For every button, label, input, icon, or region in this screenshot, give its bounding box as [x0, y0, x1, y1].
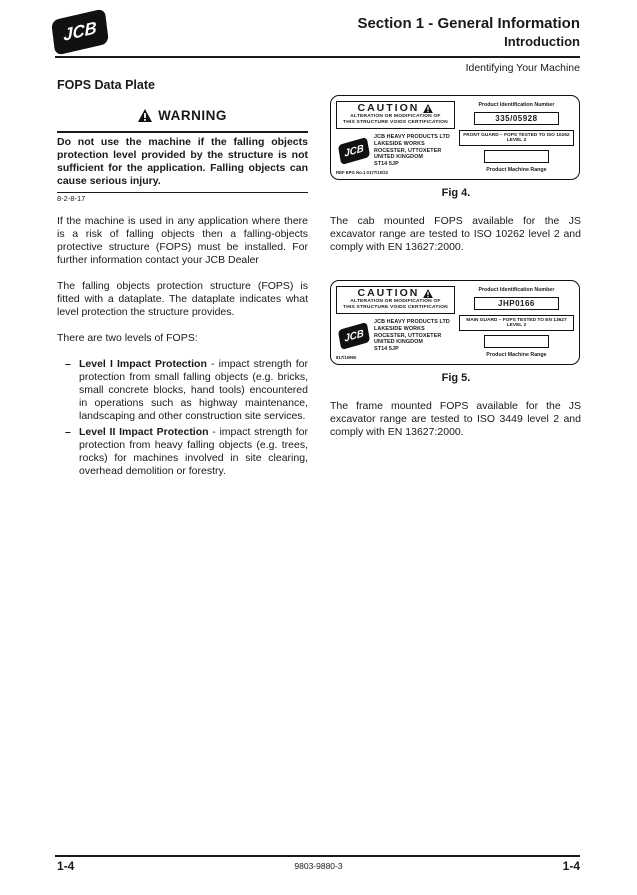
document-number: 9803-9880-3	[294, 861, 343, 871]
jcb-plate-logo	[338, 322, 370, 350]
list-item	[65, 358, 308, 423]
right-column	[330, 95, 582, 465]
company-line: UNITED KINGDOM	[374, 154, 424, 161]
company-line: JCB HEAVY PRODUCTS LTD	[374, 319, 450, 326]
company-line: LAKESIDE WORKS	[374, 325, 425, 332]
caution-box	[336, 286, 455, 314]
pin-label: Product Identification Number	[478, 287, 555, 293]
figure-description: The cab mounted FOPS available for the JS excavator range are tested to ISO 10262 level 2 and comply with EN 13627:2000.	[330, 215, 581, 253]
paragraph: There are two levels of FOPS:	[57, 332, 198, 344]
bullet-term: Level I Impact Protection	[79, 358, 207, 370]
bullet-dash: –	[65, 426, 71, 438]
plate-company-block	[336, 132, 455, 170]
header-titles	[357, 14, 580, 50]
fops-data-plate-fig4	[330, 95, 580, 180]
caution-header	[339, 288, 452, 299]
company-address	[374, 134, 450, 167]
company-line: ROCESTER, UTTOXETER	[374, 147, 442, 154]
caution-triangle-icon	[423, 289, 433, 298]
company-line: ST14 5JP	[374, 160, 399, 167]
plate-right-section	[458, 286, 575, 360]
warning-triangle-icon	[138, 109, 152, 122]
figure-caption: Fig 5.	[441, 372, 471, 384]
jcb-plate-logo	[338, 137, 370, 165]
caution-box	[336, 101, 455, 129]
company-line: UNITED KINGDOM	[374, 339, 424, 346]
caution-line2: THIS STRUCTURE VOIDS CERTIFICATION	[343, 304, 448, 310]
page-number-right: 1-4	[562, 859, 580, 873]
caution-line1: ALTERATION OR MODIFICATION OF	[350, 299, 441, 304]
fops-data-plate-fig5	[330, 280, 580, 365]
warning-label: WARNING	[158, 108, 227, 123]
company-line: ROCESTER, UTTOXETER	[374, 332, 442, 339]
company-line: LAKESIDE WORKS	[374, 140, 425, 147]
machine-range-label: Product Machine Range	[486, 167, 547, 173]
warning-box	[57, 131, 308, 193]
warning-code: 8-2-8-17	[57, 194, 86, 203]
left-column	[57, 78, 308, 481]
company-address	[374, 319, 450, 352]
company-line: JCB HEAVY PRODUCTS LTD	[374, 134, 450, 141]
company-line: ST14 5JP	[374, 345, 399, 352]
section-subtitle: Introduction	[504, 34, 580, 49]
header-rule	[55, 56, 580, 58]
fops-test-banner: MAIN GUARD – FOPS TESTED TO EN 13627 LEVEL 2	[459, 315, 574, 331]
bullet-text: - impact strength for protection from small falling objects (e.g. bricks, small concrete blocks, hand tools) encountered in operations such as highway maintenance, landscaping and other construction site services.	[79, 358, 308, 422]
fops-levels-list	[65, 358, 308, 478]
bullet-dash: –	[65, 358, 71, 370]
plate-ref-number: 817/10990	[336, 355, 357, 360]
plate-right-section	[458, 101, 575, 175]
caution-header	[339, 103, 452, 114]
figure-description: The frame mounted FOPS available for the JS excavator range are tested to ISO 3449 level 2 and comply with EN 13627:2000.	[330, 400, 581, 438]
paragraph: The falling objects protection structure (FOPS) is fitted with a dataplate. The dataplate indicates what level protection the structure provides.	[57, 280, 308, 318]
caution-label: CAUTION	[357, 102, 420, 114]
jcb-plate-logo-text: JCB	[343, 327, 365, 345]
pin-value-box: JHP0166	[474, 297, 559, 310]
pin-label: Product Identification Number	[478, 102, 555, 108]
caution-triangle-icon	[423, 104, 433, 113]
warning-header	[57, 108, 308, 123]
caution-line1: ALTERATION OR MODIFICATION OF	[350, 114, 441, 119]
caution-line2: THIS STRUCTURE VOIDS CERTIFICATION	[343, 119, 448, 125]
machine-range-box	[484, 335, 548, 348]
warning-text: Do not use the machine if the falling objects protection level provided by the structure is not sufficient for the application. Falling objects can cause serious injury.	[57, 136, 308, 187]
jcb-plate-logo-text: JCB	[343, 142, 365, 160]
figure-caption: Fig 4.	[441, 187, 471, 199]
plate-ref-number: REF EPG No.1 0177/10/22	[336, 170, 389, 175]
plate-company-block	[336, 317, 455, 355]
machine-range-label: Product Machine Range	[486, 352, 547, 358]
machine-range-box	[484, 150, 548, 163]
fops-test-banner: FRONT GUARD – FOPS TESTED TO ISO 10262 LEVEL 2	[459, 130, 574, 146]
page-number-left: 1-4	[57, 859, 75, 873]
pin-value-box: 335/05928	[474, 112, 559, 125]
page-title: FOPS Data Plate	[57, 78, 155, 92]
footer-rule	[55, 855, 580, 857]
plate-left-section	[336, 286, 458, 360]
jcb-logo	[53, 10, 108, 54]
bullet-term: Level II Impact Protection	[79, 426, 209, 438]
header-subsection: Identifying Your Machine	[465, 62, 580, 74]
section-title: Section 1 - General Information	[357, 15, 580, 32]
paragraph: If the machine is used in any application where there is a risk of falling objects then a falling-objects protective structure (FOPS) must be installed. For further information contact your JCB Dealer	[57, 215, 308, 266]
jcb-logo-text: JCB	[63, 17, 97, 46]
plate-left-section	[336, 101, 458, 175]
caution-label: CAUTION	[357, 287, 420, 299]
list-item	[65, 426, 308, 478]
bullet-text: - impact strength for protection from heavy falling objects (e.g. trees, rocks) for machines involved in site clearing, overhead demolition or forestry.	[79, 426, 308, 477]
